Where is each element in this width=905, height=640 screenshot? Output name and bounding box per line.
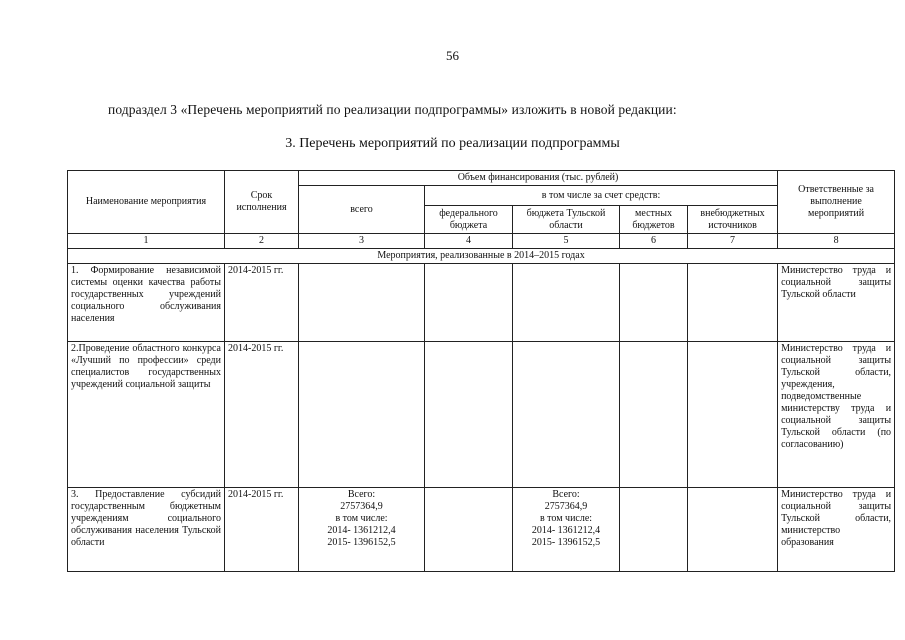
funding-local xyxy=(620,342,688,488)
funding-total-label: Всего: xyxy=(347,489,376,500)
funding-total-including: в том числе: xyxy=(335,513,388,524)
responsible: Министерство труда и социальной защиты Тульской области, министерство образования xyxy=(778,488,895,572)
column-number: 1 xyxy=(68,234,225,249)
header-name: Наименование мероприятия xyxy=(68,171,225,234)
funding-regional xyxy=(513,342,620,488)
funding-federal xyxy=(425,264,513,342)
column-number: 8 xyxy=(778,234,895,249)
funding-total-2014: 2014- 1361212,4 xyxy=(327,525,396,536)
funding-total-2015: 2015- 1396152,5 xyxy=(327,537,396,548)
intro-text: подраздел 3 «Перечень мероприятий по реализации подпрограммы» изложить в новой редакции: xyxy=(108,102,677,117)
measure-name: 1. Формирование независимой системы оценки качества работы государственных учреждений социального обслуживания населения xyxy=(68,264,225,342)
funding-extra xyxy=(688,342,778,488)
funding-extra xyxy=(688,488,778,572)
measures-table xyxy=(67,170,895,572)
table-row xyxy=(68,342,895,488)
funding-regional xyxy=(513,264,620,342)
header-local: местных бюджетов xyxy=(620,206,688,234)
measure-name: 2.Проведение областного конкурса «Лучший по профессии» среди специалистов государственных учреждений социальной защиты xyxy=(68,342,225,488)
column-number: 7 xyxy=(688,234,778,249)
header-funding: Объем финансирования (тыс. рублей) xyxy=(299,171,778,186)
funding-regional-value: 2757364,9 xyxy=(544,501,588,512)
table-row xyxy=(68,264,895,342)
column-number: 2 xyxy=(225,234,299,249)
funding-total xyxy=(299,342,425,488)
funding-regional xyxy=(513,488,620,572)
header-extra: внебюджетных источников xyxy=(688,206,778,234)
funding-total xyxy=(299,488,425,572)
funding-total-value: 2757364,9 xyxy=(340,501,383,512)
header-responsible: Ответственные за выполнение мероприятий xyxy=(778,171,895,234)
funding-extra xyxy=(688,264,778,342)
section-heading: 3. Перечень мероприятий по реализации подпрограммы xyxy=(285,136,620,151)
header-regional: бюджета Тульской области xyxy=(513,206,620,234)
header-total: всего xyxy=(299,186,425,234)
funding-regional-2014: 2014- 1361212,4 xyxy=(531,525,601,536)
section-title: Мероприятия, реализованные в 2014–2015 годах xyxy=(68,249,895,264)
measure-term: 2014-2015 гг. xyxy=(225,342,299,488)
column-numbers-row xyxy=(68,234,895,249)
header-term: Срок исполнения xyxy=(225,171,299,234)
funding-local xyxy=(620,488,688,572)
responsible: Министерство труда и социальной защиты Тульской области xyxy=(778,264,895,342)
funding-federal xyxy=(425,342,513,488)
funding-regional-2015: 2015- 1396152,5 xyxy=(531,537,601,548)
table-row xyxy=(68,488,895,572)
funding-regional-label: Всего: xyxy=(552,489,580,500)
measure-term: 2014-2015 гг. xyxy=(225,488,299,572)
funding-total xyxy=(299,264,425,342)
header-including: в том числе за счет средств: xyxy=(425,186,778,206)
measure-name: 3. Предоставление субсидий государственным бюджетным учреждениям социального обслуживания населения Тульской области xyxy=(68,488,225,572)
column-number: 5 xyxy=(513,234,620,249)
measure-term: 2014-2015 гг. xyxy=(225,264,299,342)
column-number: 3 xyxy=(299,234,425,249)
header-federal: федерального бюджета xyxy=(425,206,513,234)
funding-federal xyxy=(425,488,513,572)
header-row-1 xyxy=(68,171,895,186)
column-number: 4 xyxy=(425,234,513,249)
funding-local xyxy=(620,264,688,342)
responsible: Министерство труда и социальной защиты Тульской области, учреждения, подведомственные министерству труда и социальной защиты Тульской области (по согласованию) xyxy=(778,342,895,488)
funding-regional-including: в том числе: xyxy=(539,513,593,524)
section-row xyxy=(68,249,895,264)
page-number: 56 xyxy=(446,48,459,63)
column-number: 6 xyxy=(620,234,688,249)
